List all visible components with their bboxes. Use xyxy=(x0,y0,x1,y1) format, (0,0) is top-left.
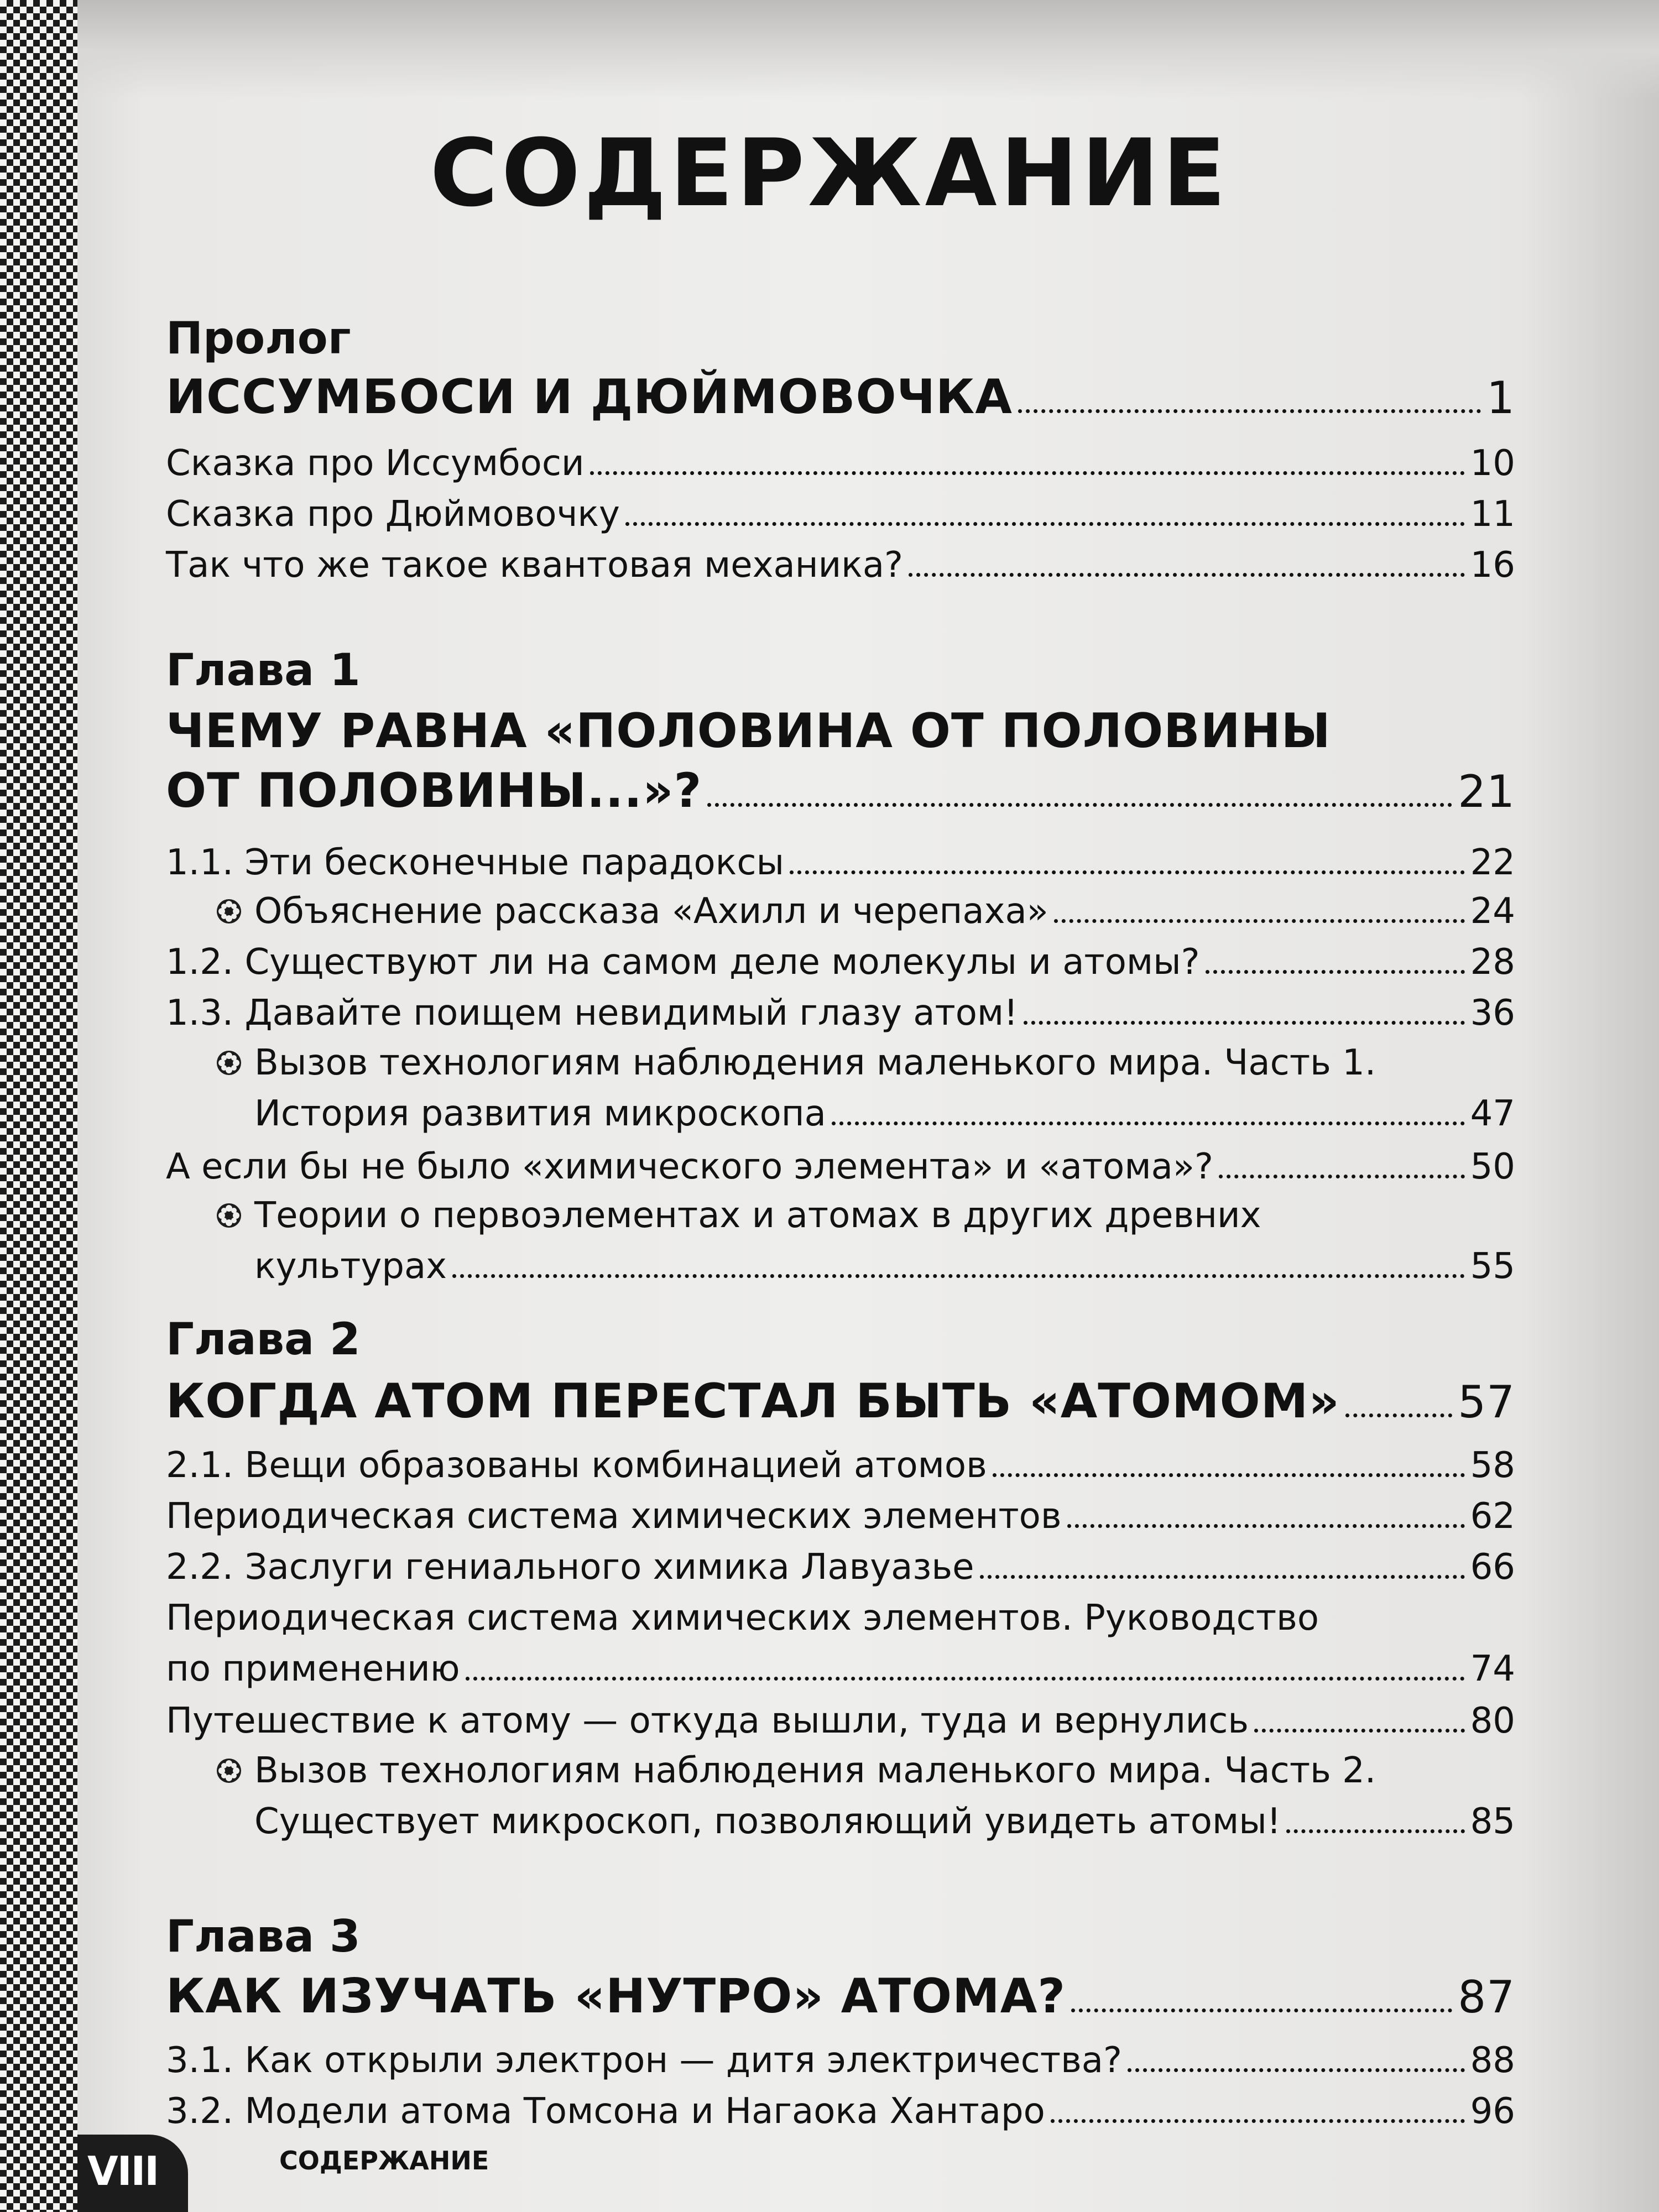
dot-leader xyxy=(980,1575,1465,1579)
page-number: 28 xyxy=(1470,942,1515,983)
toc-entry[interactable] xyxy=(166,1491,1515,1542)
dot-leader xyxy=(1128,2068,1465,2072)
toc-entry[interactable] xyxy=(166,1695,1515,1746)
toc-entry[interactable] xyxy=(254,886,1515,937)
flower-bullet-icon xyxy=(215,1048,243,1077)
entry-text: 1.1. Эти бесконечные парадоксы xyxy=(166,842,785,883)
page-top-shadow xyxy=(77,0,1659,100)
toc-entry[interactable] xyxy=(254,1037,1515,1139)
page-number: 47 xyxy=(1470,1093,1515,1134)
flower-bullet-icon xyxy=(215,1756,243,1785)
dot-leader xyxy=(707,803,1452,807)
entry-text: по применению xyxy=(166,1648,460,1689)
dot-leader xyxy=(625,522,1465,526)
page-number: 50 xyxy=(1470,1146,1515,1187)
entry-text: 3.1. Как открыли электрон — дитя электричества? xyxy=(166,2040,1122,2081)
toc-entry[interactable] xyxy=(166,489,1515,540)
entry-text: Сказка про Дюймовочку xyxy=(166,494,620,535)
toc-entry[interactable] xyxy=(166,438,1515,489)
toc-entry[interactable] xyxy=(166,937,1515,988)
page-number: 66 xyxy=(1470,1547,1515,1588)
toc-entry[interactable] xyxy=(166,540,1515,591)
toc-entry[interactable] xyxy=(166,837,1515,888)
page-number: 85 xyxy=(1470,1801,1515,1842)
chapter1-title-line1: ЧЕМУ РАВНА «ПОЛОВИНА ОТ ПОЛОВИНЫ xyxy=(166,703,1331,759)
toc-entry[interactable] xyxy=(166,2086,1515,2137)
dot-leader xyxy=(993,1473,1465,1477)
chapter1-label: Глава 1 xyxy=(166,644,361,696)
dot-leader xyxy=(452,1274,1465,1278)
page-number: 58 xyxy=(1470,1445,1515,1486)
page-number: 21 xyxy=(1458,766,1515,817)
entry-text: культурах xyxy=(254,1246,447,1287)
dot-leader xyxy=(1051,2119,1465,2123)
toc-entry[interactable] xyxy=(166,2035,1515,2086)
page-number: 55 xyxy=(1470,1246,1515,1287)
entry-text: А если бы не было «химического элемента» и «атома»? xyxy=(166,1146,1213,1187)
toc-entry[interactable] xyxy=(166,1542,1515,1593)
checkered-margin-strip xyxy=(0,0,77,2212)
entry-text: Теории о первоэлементах и атомах в других древних xyxy=(254,1195,1261,1236)
dot-leader xyxy=(1071,2008,1452,2012)
entry-text: Сказка про Иссумбоси xyxy=(166,443,585,484)
dot-leader xyxy=(909,573,1465,577)
dot-leader xyxy=(1018,409,1481,413)
dot-leader xyxy=(1024,1021,1465,1025)
dot-leader xyxy=(1286,1829,1464,1833)
flower-bullet-icon xyxy=(215,1201,243,1230)
dot-leader xyxy=(1206,970,1465,974)
page-number: 74 xyxy=(1470,1648,1515,1689)
chapter2-title-entry[interactable] xyxy=(166,1371,1515,1432)
entry-text: Периодическая система химических элементов xyxy=(166,1496,1062,1537)
dot-leader xyxy=(1054,919,1465,923)
flower-bullet-icon xyxy=(215,897,243,926)
entry-text: Объяснение рассказа «Ахилл и черепаха» xyxy=(254,891,1048,932)
page-title: СОДЕРЖАНИЕ xyxy=(430,119,1229,227)
page-number: 57 xyxy=(1458,1376,1515,1428)
dot-leader xyxy=(590,471,1465,475)
dot-leader xyxy=(1067,1524,1465,1528)
page-number: 36 xyxy=(1470,993,1515,1034)
entry-text: Периодическая система химических элементов. Руководство xyxy=(166,1598,1319,1639)
page-number: 1 xyxy=(1486,372,1515,424)
dot-leader xyxy=(1345,1413,1452,1417)
page-number: VIII xyxy=(87,2148,159,2194)
toc-entry[interactable] xyxy=(166,1593,1515,1694)
chapter2-label: Глава 2 xyxy=(166,1313,361,1365)
page-number: 96 xyxy=(1470,2091,1515,2132)
page-number: 62 xyxy=(1470,1496,1515,1537)
page-number: 88 xyxy=(1470,2040,1515,2081)
prologue-label: Пролог xyxy=(166,312,351,364)
dot-leader xyxy=(1254,1729,1464,1733)
toc-entry[interactable] xyxy=(254,1190,1515,1292)
entry-text: Вызов технологиям наблюдения маленького мира. Часть 2. xyxy=(254,1750,1376,1791)
toc-entry[interactable] xyxy=(166,988,1515,1039)
entry-text: 2.1. Вещи образованы комбинацией атомов xyxy=(166,1445,987,1486)
entry-text: Путешествие к атому — откуда вышли, туда и вернулись xyxy=(166,1700,1249,1741)
entry-text: 2.2. Заслуги гениального химика Лавуазье xyxy=(166,1547,974,1588)
dot-leader xyxy=(790,870,1465,874)
page-number: 22 xyxy=(1470,842,1515,883)
chapter1-title-entry[interactable] xyxy=(166,701,1515,822)
chapter1-title-line2: ОТ ПОЛОВИНЫ...»? xyxy=(166,763,702,818)
entry-text: 3.2. Модели атома Томсона и Нагаока Хантаро xyxy=(166,2091,1045,2132)
entry-text: Так что же такое квантовая механика? xyxy=(166,545,903,586)
page-number-tab xyxy=(77,2135,188,2212)
dot-leader xyxy=(1219,1175,1465,1178)
chapter3-label: Глава 3 xyxy=(166,1911,361,1962)
page-number: 11 xyxy=(1470,494,1515,535)
chapter3-title-entry[interactable] xyxy=(166,1966,1515,2027)
entry-text: Существует микроскоп, позволяющий увидеть атомы! xyxy=(254,1801,1281,1842)
entry-text: 1.2. Существуют ли на самом деле молекулы и атомы? xyxy=(166,942,1200,983)
page-number: 80 xyxy=(1470,1700,1515,1741)
dot-leader xyxy=(832,1121,1465,1125)
toc-entry[interactable] xyxy=(166,1141,1515,1192)
chapter3-title: КАК ИЗУЧАТЬ «НУТРО» АТОМА? xyxy=(166,1969,1066,2024)
entry-text: История развития микроскопа xyxy=(254,1093,826,1134)
running-footer-title: СОДЕРЖАНИЕ xyxy=(279,2146,489,2176)
page-number: 87 xyxy=(1458,1971,1515,2023)
page-number: 24 xyxy=(1470,891,1515,932)
toc-entry[interactable] xyxy=(254,1745,1515,1847)
chapter2-title: КОГДА АТОМ ПЕРЕСТАЛ БЫТЬ «АТОМОМ» xyxy=(166,1374,1340,1429)
page-number: 16 xyxy=(1470,545,1515,586)
entry-text: Вызов технологиям наблюдения маленького мира. Часть 1. xyxy=(254,1042,1376,1083)
prologue-title-entry[interactable] xyxy=(166,367,1515,428)
prologue-title: ИССУМБОСИ И ДЮЙМОВОЧКА xyxy=(166,369,1013,425)
page-number: 10 xyxy=(1470,443,1515,484)
toc-entry[interactable] xyxy=(166,1440,1515,1491)
entry-text: 1.3. Давайте поищем невидимый глазу атом! xyxy=(166,993,1018,1034)
dot-leader xyxy=(466,1677,1465,1681)
